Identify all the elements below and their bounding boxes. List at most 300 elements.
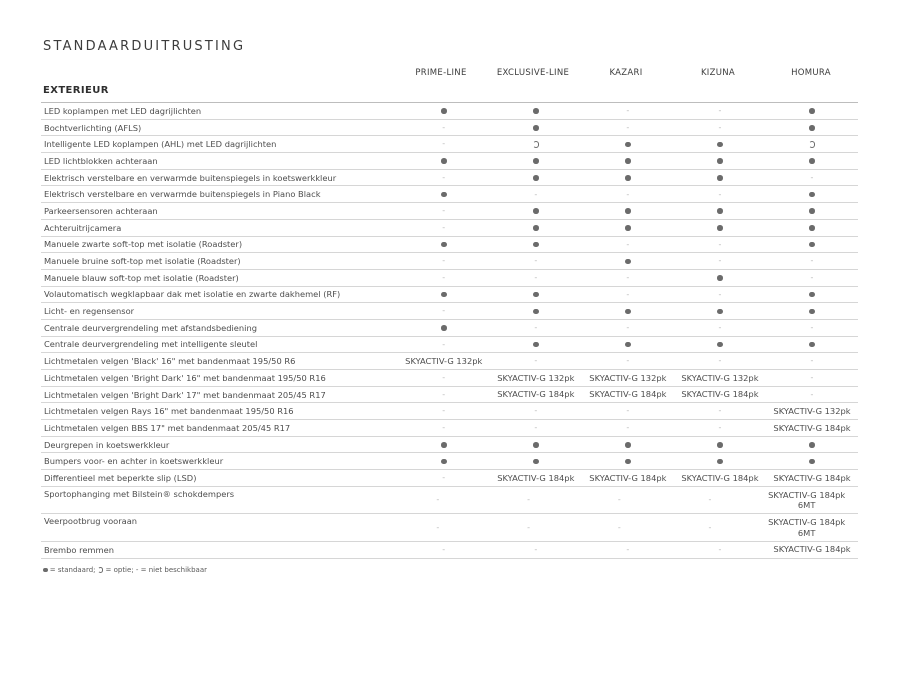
dash-mark: -: [442, 423, 446, 433]
table-cell-text: SKYACTIV-G 184pk: [589, 472, 667, 483]
table-cell-unavailable: [766, 272, 858, 284]
dash-mark: -: [626, 189, 630, 199]
table-cell-unavailable: [674, 544, 766, 556]
column-header-exclusive-line: EXCLUSIVE-LINE: [496, 68, 570, 78]
dash-mark: -: [534, 323, 538, 333]
table-cell: [582, 139, 674, 150]
standard-dot-icon: [625, 442, 631, 448]
table-cell: [674, 206, 766, 217]
table-cell: [766, 189, 858, 200]
table-cell: [674, 456, 766, 467]
row-label: Bochtverlichting (AFLS): [44, 122, 142, 133]
table-cell-text: SKYACTIV-G 132pk: [681, 372, 759, 383]
table-cell: [398, 189, 490, 200]
standard-dot-icon: [533, 442, 539, 448]
standard-dot-icon: [809, 158, 815, 164]
table-cell: [674, 339, 766, 350]
dash-mark: -: [718, 323, 722, 333]
dash-mark: -: [626, 323, 630, 333]
dash-mark: -: [442, 339, 446, 349]
table-cell: [674, 439, 766, 450]
dash-mark: -: [626, 544, 630, 554]
dash-mark: -: [626, 122, 630, 132]
table-cell-unavailable: [398, 272, 490, 284]
column-header-prime-line: PRIME-LINE: [415, 68, 467, 78]
dash-mark: -: [626, 289, 630, 299]
standard-dot-icon: [533, 175, 539, 181]
dash-mark: -: [534, 544, 538, 554]
table-cell: [490, 306, 582, 317]
standard-dot-icon: [441, 108, 447, 114]
standard-dot-icon: [533, 225, 539, 231]
table-cell: [582, 456, 674, 467]
standard-dot-icon: [441, 242, 447, 248]
table-cell-unavailable: [766, 372, 858, 384]
row-label: LED koplampen met LED dagrijlichten: [44, 105, 202, 116]
table-cell: [398, 106, 490, 117]
table-row: [41, 120, 858, 137]
table-cell: [582, 222, 674, 233]
table-cell-unavailable: [483, 522, 574, 534]
table-cell: [398, 439, 490, 450]
table-cell: [398, 456, 490, 467]
dash-mark: -: [442, 222, 446, 232]
table-cell: [766, 222, 858, 233]
row-label: Centrale deurvergrendeling met intelligente sleutel: [44, 339, 258, 350]
row-label: Achteruitrijcamera: [44, 222, 122, 233]
column-header-kazari: KAZARI: [609, 68, 643, 78]
standard-dot-icon: [625, 225, 631, 231]
table-cell-text: SKYACTIV-G 184pk: [773, 544, 851, 555]
standard-dot-icon: [809, 292, 815, 298]
standard-dot-icon: [625, 459, 631, 465]
dash-mark: -: [626, 272, 630, 282]
table-cell: [490, 206, 582, 217]
dash-mark: -: [442, 139, 446, 149]
standard-dot-icon: [717, 309, 723, 315]
table-row: [41, 320, 858, 337]
table-cell-unavailable: [674, 322, 766, 334]
table-cell-unavailable: [674, 289, 766, 301]
standard-dot-icon: [441, 325, 447, 331]
dash-mark: -: [708, 522, 712, 532]
dash-mark: -: [534, 406, 538, 416]
table-cell: [766, 206, 858, 217]
standard-dot-icon: [533, 208, 539, 214]
row-label: Veerpootbrug vooraan: [44, 516, 138, 527]
dash-mark: -: [718, 406, 722, 416]
option-ring-icon: [98, 567, 104, 573]
dash-mark: -: [718, 239, 722, 249]
dash-mark: -: [718, 122, 722, 132]
table-cell-unavailable: [398, 389, 490, 401]
dash-mark: -: [718, 423, 722, 433]
dash-mark: -: [534, 423, 538, 433]
dash-mark: -: [626, 106, 630, 116]
standard-dot-icon: [625, 142, 631, 148]
standard-dot-icon: [533, 459, 539, 465]
dash-mark: -: [436, 522, 440, 532]
table-cell: [582, 156, 674, 167]
standard-dot-icon: [43, 568, 48, 573]
dash-mark: -: [442, 172, 446, 182]
row-label: Lichtmetalen velgen BBS 17" met bandenmaat 205/45 R17: [44, 422, 291, 433]
standard-dot-icon: [625, 309, 631, 315]
table-cell-unavailable: [398, 339, 490, 351]
table-cell-unavailable: [490, 544, 582, 556]
table-row: [41, 487, 858, 515]
table-cell-unavailable: [766, 322, 858, 334]
row-label: Parkeersensoren achteraan: [44, 205, 158, 216]
table-cell-unavailable: [574, 522, 665, 534]
table-cell-unavailable: [398, 405, 490, 417]
dash-mark: -: [442, 406, 446, 416]
dash-mark: -: [442, 473, 446, 483]
dash-mark: -: [810, 373, 814, 383]
row-label: Lichtmetalen velgen 'Bright Dark' 16" met bandenmaat 195/50 R16: [44, 372, 326, 383]
table-cell-unavailable: [674, 122, 766, 134]
table-cell-unavailable: [766, 172, 858, 184]
table-row: [41, 470, 858, 487]
legend-unavailable: - = niet beschikbaar: [135, 566, 207, 574]
table-cell: [766, 339, 858, 350]
row-label: Lichtmetalen velgen 'Black' 16" met bandenmaat 195/50 R6: [44, 356, 296, 367]
table-cell: [398, 239, 490, 250]
dash-mark: -: [442, 206, 446, 216]
row-label: Manuele bruine soft-top met isolatie (Roadster): [44, 256, 241, 267]
table-cell: [398, 323, 490, 334]
standard-dot-icon: [717, 442, 723, 448]
dash-mark: -: [718, 356, 722, 366]
table-row: [41, 403, 858, 420]
table-cell-unavailable: [582, 405, 674, 417]
table-cell: [490, 156, 582, 167]
table-cell-text: SKYACTIV-G 184pk: [497, 472, 575, 483]
table-row: [41, 542, 858, 559]
table-cell: [674, 172, 766, 183]
table-row: [41, 237, 858, 254]
standard-dot-icon: [809, 242, 815, 248]
table-cell-unavailable: [398, 472, 490, 484]
table-cell-text: SKYACTIV-G 184pk 6MT: [768, 489, 846, 511]
table-cell-text: SKYACTIV-G 132pk: [589, 372, 667, 383]
table-cell-unavailable: [490, 189, 582, 201]
standard-dot-icon: [717, 142, 723, 148]
dash-mark: -: [718, 189, 722, 199]
table-cell: [490, 106, 582, 117]
row-label: Manuele blauw soft-top met isolatie (Roadster): [44, 272, 239, 283]
table-cell-unavailable: [674, 422, 766, 434]
table-cell: [582, 439, 674, 450]
table-row: [41, 220, 858, 237]
table-cell-text: SKYACTIV-G 184pk: [773, 472, 851, 483]
dash-mark: -: [534, 272, 538, 282]
row-label: Differentieel met beperkte slip (LSD): [44, 472, 197, 483]
table-row: [41, 253, 858, 270]
table-cell-unavailable: [490, 255, 582, 267]
table-cell-unavailable: [582, 422, 674, 434]
table-cell: [674, 272, 766, 283]
standard-dot-icon: [533, 242, 539, 248]
table-row: [41, 437, 858, 454]
row-label: Elektrisch verstelbare en verwarmde buitenspiegels in koetswerkkleur: [44, 172, 337, 183]
table-cell-unavailable: [674, 239, 766, 251]
standard-dot-icon: [717, 175, 723, 181]
dash-mark: -: [442, 389, 446, 399]
table-cell-unavailable: [674, 255, 766, 267]
table-row: [41, 514, 858, 542]
table-cell-unavailable: [398, 205, 490, 217]
legend-option: = optie;: [105, 566, 134, 574]
dash-mark: -: [718, 289, 722, 299]
table-cell-unavailable: [398, 255, 490, 267]
table-cell: [490, 289, 582, 300]
table-cell: [490, 439, 582, 450]
standard-dot-icon: [441, 192, 447, 198]
table-cell: [766, 306, 858, 317]
table-cell-unavailable: [490, 422, 582, 434]
table-row: [41, 303, 858, 320]
table-row: [41, 170, 858, 187]
standard-dot-icon: [441, 442, 447, 448]
table-cell: [490, 222, 582, 233]
table-row: [41, 287, 858, 304]
table-row: [41, 337, 858, 354]
standard-dot-icon: [717, 275, 723, 281]
table-cell: [766, 439, 858, 450]
standard-dot-icon: [717, 459, 723, 465]
table-cell-text: SKYACTIV-G 184pk 6MT: [768, 517, 846, 538]
legend: [43, 566, 207, 574]
table-cell: [674, 222, 766, 233]
dash-mark: -: [442, 306, 446, 316]
row-label: Elektrisch verstelbare en verwarmde buitenspiegels in Piano Black: [44, 189, 321, 200]
table-cell-unavailable: [582, 544, 674, 556]
table-cell: [490, 239, 582, 250]
row-label: Lichtmetalen velgen Rays 16" met bandenmaat 195/50 R16: [44, 406, 294, 417]
table-cell-unavailable: [490, 355, 582, 367]
standard-dot-icon: [809, 225, 815, 231]
standard-dot-icon: [625, 342, 631, 348]
table-cell: [582, 339, 674, 350]
dash-mark: -: [442, 373, 446, 383]
table-cell: [766, 122, 858, 133]
table-cell-unavailable: [398, 122, 490, 134]
table-cell-text: SKYACTIV-G 132pk: [773, 405, 851, 416]
dash-mark: -: [810, 256, 814, 266]
row-label: LED lichtblokken achteraan: [44, 155, 158, 166]
table-row: [41, 153, 858, 170]
table-cell-unavailable: [398, 172, 490, 184]
table-cell-text: SKYACTIV-G 184pk: [681, 472, 759, 483]
table-cell: [766, 106, 858, 117]
table-cell-unavailable: [674, 405, 766, 417]
row-label: Lichtmetalen velgen 'Bright Dark' 17" met bandenmaat 205/45 R17: [44, 389, 326, 400]
dash-mark: -: [442, 122, 446, 132]
table-cell-unavailable: [674, 355, 766, 367]
standard-dot-icon: [809, 342, 815, 348]
table-cell-unavailable: [582, 105, 674, 117]
table-cell-text: SKYACTIV-G 132pk: [405, 355, 483, 366]
dash-mark: -: [534, 256, 538, 266]
table-cell-unavailable: [393, 522, 484, 534]
table-cell: [674, 156, 766, 167]
dash-mark: -: [626, 356, 630, 366]
table-cell-unavailable: [582, 272, 674, 284]
dash-mark: -: [442, 544, 446, 554]
dash-mark: -: [436, 495, 440, 505]
row-label: Centrale deurvergrendeling met afstandsbediening: [44, 322, 258, 333]
table-cell-unavailable: [398, 305, 490, 317]
dash-mark: -: [626, 406, 630, 416]
dash-mark: -: [534, 189, 538, 199]
dash-mark: -: [810, 323, 814, 333]
dash-mark: -: [718, 256, 722, 266]
table-cell: [490, 172, 582, 183]
dash-mark: -: [626, 239, 630, 249]
standard-dot-icon: [809, 309, 815, 315]
table-row: [41, 103, 858, 120]
table-cell-unavailable: [582, 122, 674, 134]
table-cell-text: SKYACTIV-G 184pk: [681, 389, 759, 400]
legend-standard: = standaard;: [49, 566, 96, 574]
standard-dot-icon: [533, 158, 539, 164]
standard-dot-icon: [441, 459, 447, 465]
table-cell-unavailable: [393, 494, 484, 506]
standard-dot-icon: [809, 442, 815, 448]
table-row: [41, 136, 858, 153]
table-cell: [490, 456, 582, 467]
table-cell: [766, 239, 858, 250]
standard-dot-icon: [533, 125, 539, 131]
standard-dot-icon: [625, 259, 631, 265]
table-cell-unavailable: [483, 494, 574, 506]
dash-mark: -: [527, 522, 530, 532]
table-cell: [766, 289, 858, 300]
dash-mark: -: [617, 495, 621, 505]
row-label: Volautomatisch wegklapbaar dak met isolatie en zwarte dakhemel (RF): [44, 289, 341, 300]
dash-mark: -: [810, 389, 814, 399]
standard-dot-icon: [533, 309, 539, 315]
standard-dot-icon: [625, 175, 631, 181]
row-label: Manuele zwarte soft-top met isolatie (Roadster): [44, 239, 243, 250]
dash-mark: -: [708, 495, 712, 505]
dash-mark: -: [442, 256, 446, 266]
table-cell: [582, 206, 674, 217]
standard-dot-icon: [809, 125, 815, 131]
standard-dot-icon: [809, 459, 815, 465]
table-row: [41, 186, 858, 203]
standard-dot-icon: [441, 158, 447, 164]
table-row: [41, 370, 858, 387]
table-cell-unavailable: [398, 544, 490, 556]
table-cell: [766, 139, 858, 150]
table-cell-unavailable: [490, 272, 582, 284]
column-header-homura: HOMURA: [791, 68, 831, 78]
table-cell-unavailable: [582, 322, 674, 334]
table-cell-unavailable: [582, 355, 674, 367]
table-cell-unavailable: [582, 289, 674, 301]
row-label: Intelligente LED koplampen (AHL) met LED dagrijlichten: [44, 139, 277, 150]
table-cell: [766, 456, 858, 467]
standard-dot-icon: [809, 208, 815, 214]
table-cell-unavailable: [766, 389, 858, 401]
table-cell-unavailable: [674, 189, 766, 201]
section-title: EXTERIEUR: [43, 85, 109, 96]
table-cell-unavailable: [674, 105, 766, 117]
standard-dot-icon: [717, 342, 723, 348]
dash-mark: -: [810, 272, 814, 282]
table-row: [41, 420, 858, 437]
table-cell: [490, 139, 582, 150]
table-cell: [582, 256, 674, 267]
table-cell-unavailable: [398, 372, 490, 384]
dash-mark: -: [718, 544, 722, 554]
table-cell-unavailable: [582, 239, 674, 251]
table-cell-unavailable: [398, 222, 490, 234]
table-cell: [582, 306, 674, 317]
option-ring-icon: [809, 141, 816, 148]
table-cell: [490, 339, 582, 350]
table-row: [41, 353, 858, 370]
row-label: Deurgrepen in koetswerkkleur: [44, 439, 170, 450]
dash-mark: -: [810, 356, 814, 366]
dash-mark: -: [534, 356, 538, 366]
table-cell-unavailable: [766, 355, 858, 367]
dash-mark: -: [810, 172, 814, 182]
table-cell-unavailable: [398, 138, 490, 150]
table-cell: [582, 172, 674, 183]
row-label: Licht- en regensensor: [44, 306, 135, 317]
table-cell-unavailable: [490, 405, 582, 417]
table-row: [41, 270, 858, 287]
table-cell-unavailable: [766, 255, 858, 267]
table-cell: [674, 139, 766, 150]
standard-dot-icon: [441, 292, 447, 298]
dash-mark: -: [626, 423, 630, 433]
option-ring-icon: [533, 141, 540, 148]
table-cell-unavailable: [398, 422, 490, 434]
row-label: Sportophanging met Bilstein® schokdempers: [44, 488, 235, 499]
column-header-kizuna: KIZUNA: [700, 68, 736, 78]
table-cell-unavailable: [490, 322, 582, 334]
standard-dot-icon: [809, 108, 815, 114]
standard-dot-icon: [809, 192, 815, 198]
standard-dot-icon: [625, 208, 631, 214]
table-cell: [398, 156, 490, 167]
standard-dot-icon: [533, 342, 539, 348]
table-cell-unavailable: [665, 494, 756, 506]
standard-dot-icon: [533, 292, 539, 298]
table-cell-text: SKYACTIV-G 184pk: [589, 389, 667, 400]
table-row: [41, 453, 858, 470]
table-row: [41, 203, 858, 220]
dash-mark: -: [442, 272, 446, 282]
standard-dot-icon: [717, 225, 723, 231]
table-cell-unavailable: [665, 522, 756, 534]
table-cell-text: SKYACTIV-G 184pk: [773, 422, 851, 433]
table-cell-unavailable: [574, 494, 665, 506]
row-label: Brembo remmen: [44, 544, 114, 555]
table-cell-text: SKYACTIV-G 132pk: [497, 372, 575, 383]
dash-mark: -: [617, 522, 621, 532]
table-cell: [766, 156, 858, 167]
equipment-table: [41, 102, 858, 559]
page-title: STANDAARDUITRUSTING: [43, 39, 246, 54]
row-label: Bumpers voor- en achter in koetswerkkleur: [44, 456, 224, 467]
table-cell: [674, 306, 766, 317]
standard-dot-icon: [717, 158, 723, 164]
